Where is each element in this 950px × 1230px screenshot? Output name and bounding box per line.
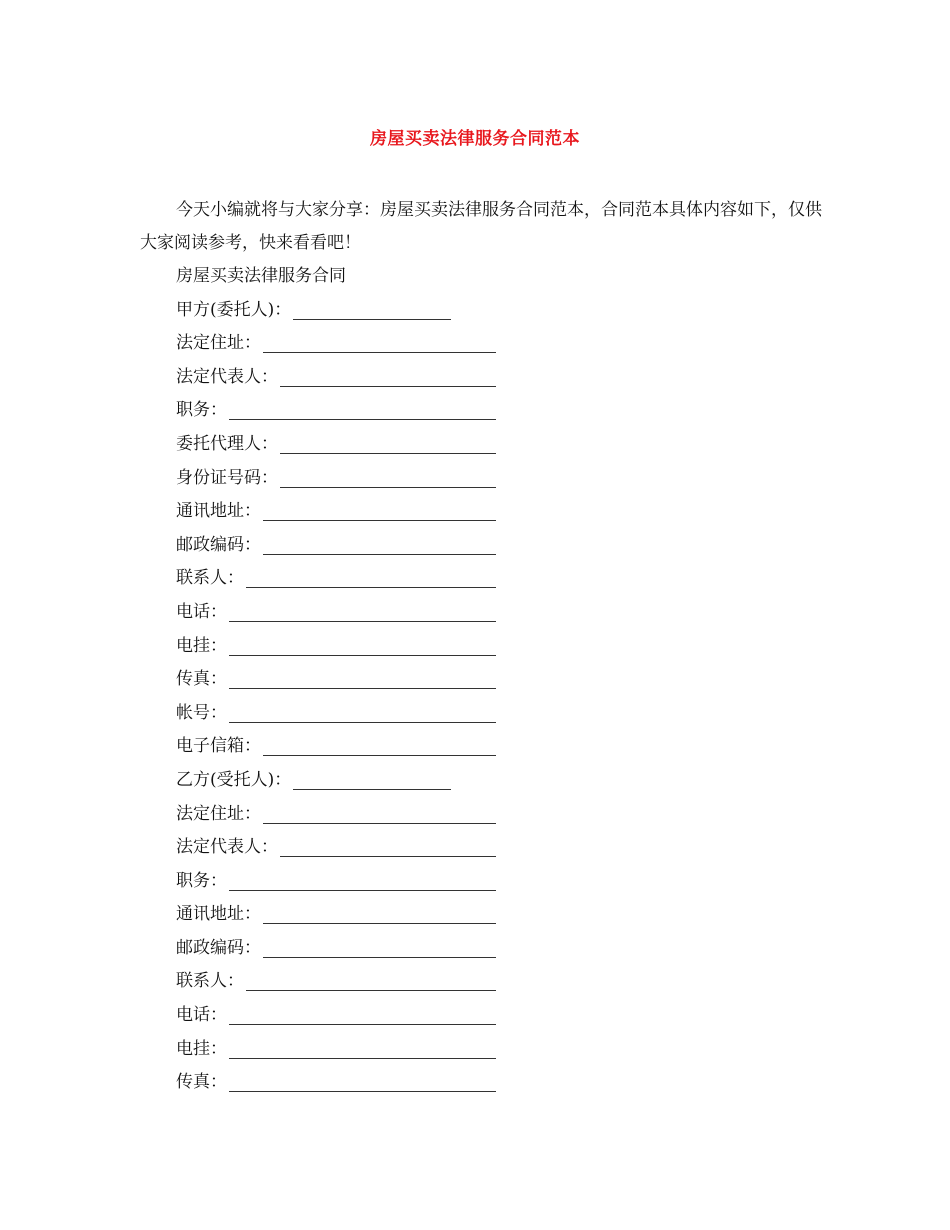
form-field-row — [176, 732, 496, 766]
form-field-row — [176, 800, 496, 834]
form-field-row — [176, 497, 496, 531]
fill-in-blank — [229, 1004, 496, 1025]
form-field-row — [176, 833, 496, 867]
field-label: 甲方(委托人)： — [176, 299, 292, 320]
field-label: 职务： — [176, 400, 227, 421]
field-label: 法定代表人： — [176, 837, 278, 858]
fill-in-blank — [280, 366, 496, 387]
fill-in-blank — [263, 735, 496, 756]
form-field-row — [176, 430, 496, 464]
field-label: 联系人： — [176, 568, 244, 589]
fill-in-blank — [229, 399, 496, 420]
field-label: 电挂： — [176, 1038, 227, 1059]
fill-in-blank — [280, 433, 496, 454]
fill-in-blank — [280, 836, 496, 857]
form-field-row — [176, 1068, 496, 1102]
field-label: 传真： — [176, 669, 227, 690]
field-label: 通讯地址： — [176, 501, 261, 522]
fill-in-blank — [229, 1071, 496, 1092]
fill-in-blank — [229, 1038, 496, 1059]
field-label: 法定代表人： — [176, 366, 278, 387]
form-field-row — [176, 900, 496, 934]
field-label: 电话： — [176, 601, 227, 622]
field-label: 邮政编码： — [176, 937, 261, 958]
field-label: 乙方(受托人)： — [176, 769, 292, 790]
fill-in-blank — [293, 769, 451, 790]
field-label: 委托代理人： — [176, 433, 278, 454]
fill-in-blank — [263, 534, 496, 555]
field-label: 电挂： — [176, 635, 227, 656]
form-field-row — [176, 564, 496, 598]
field-label: 职务： — [176, 870, 227, 891]
form-field-row — [176, 598, 496, 632]
fill-in-blank — [263, 903, 496, 924]
document-title: 房屋买卖法律服务合同范本 — [370, 129, 580, 149]
form-field-row — [176, 363, 496, 397]
form-field-row — [176, 867, 496, 901]
intro-paragraph: 今天小编就将与大家分享：房屋买卖法律服务合同范本，合同范本具体内容如下，仅供大家阅读参考，快来看看吧！ — [140, 200, 822, 253]
form-field-row — [176, 1001, 496, 1035]
field-label: 电子信箱： — [176, 736, 261, 757]
fill-in-blank — [280, 467, 496, 488]
field-label: 电话： — [176, 1005, 227, 1026]
field-label: 法定住址： — [176, 333, 261, 354]
fill-in-blank — [229, 635, 496, 656]
fill-in-blank — [229, 668, 496, 689]
fill-in-blank — [263, 803, 496, 824]
field-label: 联系人： — [176, 971, 244, 992]
field-label: 通讯地址： — [176, 904, 261, 925]
form-field-row — [176, 934, 496, 968]
field-label: 邮政编码： — [176, 534, 261, 555]
contract-heading: 房屋买卖法律服务合同 — [176, 266, 346, 286]
form-field-row — [176, 396, 496, 430]
form-field-row — [176, 665, 496, 699]
fill-in-blank — [263, 500, 496, 521]
form-field-row — [176, 632, 496, 666]
fill-in-blank — [229, 601, 496, 622]
fill-in-blank — [263, 332, 496, 353]
fill-in-blank — [293, 299, 451, 320]
form-field-row — [176, 766, 496, 800]
fill-in-blank — [246, 567, 496, 588]
form-field-row — [176, 967, 496, 1001]
form-field-row — [176, 296, 496, 330]
fill-in-blank — [229, 702, 496, 723]
form-field-row — [176, 1035, 496, 1069]
fill-in-blank — [229, 870, 496, 891]
fill-in-blank — [263, 937, 496, 958]
contract-form — [176, 262, 496, 1102]
fill-in-blank — [246, 970, 496, 991]
field-label: 身份证号码： — [176, 467, 278, 488]
form-field-row — [176, 464, 496, 498]
form-field-row — [176, 329, 496, 363]
field-label: 法定住址： — [176, 803, 261, 824]
form-field-row — [176, 531, 496, 565]
field-label: 传真： — [176, 1072, 227, 1093]
form-field-row — [176, 699, 496, 733]
field-label: 帐号： — [176, 702, 227, 723]
